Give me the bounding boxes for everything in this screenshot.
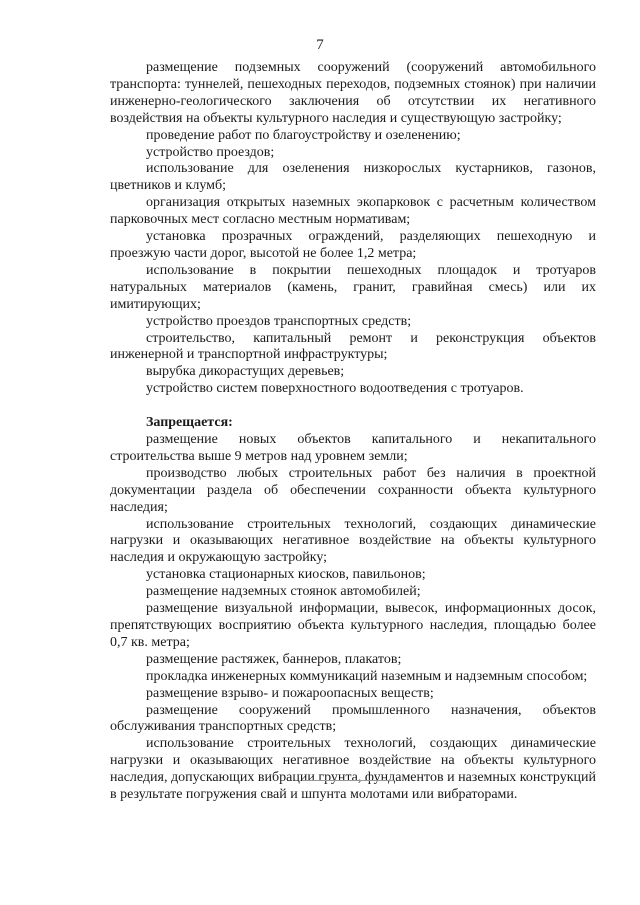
- page-number: 7: [316, 37, 324, 53]
- prohibited-item-new-buildings: размещение новых объектов капитального и некапитального строительства выше 9 метров над уровнем земли;: [110, 432, 596, 464]
- prohibited-item-kiosks: установка стационарных киосков, павильонов;: [146, 567, 426, 583]
- prohibited-item-dynamic-loads: использование строительных технологий, создающих динамические нагрузки и оказывающих негативное воздействие на объекты культурного наследия и окружающую застройку;: [110, 516, 596, 566]
- allowed-item-tree-felling: вырубка дикорастущих деревьев;: [146, 364, 345, 380]
- allowed-item-drainage: устройство систем поверхностного водоотведения с тротуаров.: [146, 381, 524, 397]
- prohibited-item-vibration: использование строительных технологий, создающих динамические нагрузки и оказывающих негативное воздействие на объекты культурного наследия, допускающих вибрации грунта, фундаментов и наземных конструкций в результате погружения свай и шпунта молотами или вибраторами.: [110, 736, 596, 803]
- prohibited-item-utilities: прокладка инженерных коммуникаций наземным и надземным способом;: [146, 668, 588, 684]
- prohibited-heading: Запрещается:: [146, 415, 233, 431]
- allowed-item-infrastructure: строительство, капитальный ремонт и реконструкция объектов инженерной и транспортной инфраструктуры;: [110, 330, 596, 363]
- allowed-item-vehicle-driveways: устройство проездов транспортных средств;: [146, 313, 412, 329]
- allowed-item-greenery: использование для озеленения низкорослых кустарников, газонов, цветников и клумб;: [110, 161, 596, 194]
- allowed-item-underground-structures: размещение подземных сооружений (сооружений автомобильного транспорта: туннелей, пешеходных переходов, подземных стоянок) при наличии инженерно-геологического заключения об отсутствии их негативного воздействия на объекты культурного наследия и существующую застройку;: [110, 60, 596, 126]
- allowed-list: [110, 60, 596, 398]
- allowed-item-eco-parking: организация открытых наземных экопарковок с расчетным количеством парковочных мест согласно местным нормативам;: [110, 195, 596, 228]
- prohibited-list: [110, 432, 596, 804]
- footer-divider: [303, 780, 395, 781]
- prohibited-item-industrial: размещение сооружений промышленного назначения, объектов обслуживания транспортных средств;: [110, 702, 596, 735]
- prohibited-item-signage: размещение визуальной информации, вывесок, информационных досок, препятствующих восприятию объекта культурного наследия, площадью более 0,7 кв. метра;: [110, 601, 596, 650]
- prohibited-item-hazardous: размещение взрыво- и пожароопасных веществ;: [146, 685, 434, 701]
- allowed-item-landscaping: проведение работ по благоустройству и озеленению;: [146, 127, 461, 143]
- allowed-item-driveways: устройство проездов;: [146, 144, 275, 160]
- prohibited-item-banners: размещение растяжек, баннеров, плакатов;: [146, 651, 402, 667]
- prohibited-item-construction-works: производство любых строительных работ без наличия в проектной документации раздела об обеспечении сохранности объекта культурного наследия;: [110, 465, 596, 515]
- allowed-item-natural-paving: использование в покрытии пешеходных площадок и тротуаров натуральных материалов (камень, гранит, гравийная смесь) или их имитирующих;: [110, 262, 596, 312]
- document-body: [110, 60, 596, 804]
- prohibited-item-parking: размещение надземных стоянок автомобилей;: [146, 584, 421, 600]
- allowed-item-transparent-fences: установка прозрачных ограждений, разделяющих пешеходную и проезжую части дорог, высотой не более 1,2 метра;: [110, 229, 596, 261]
